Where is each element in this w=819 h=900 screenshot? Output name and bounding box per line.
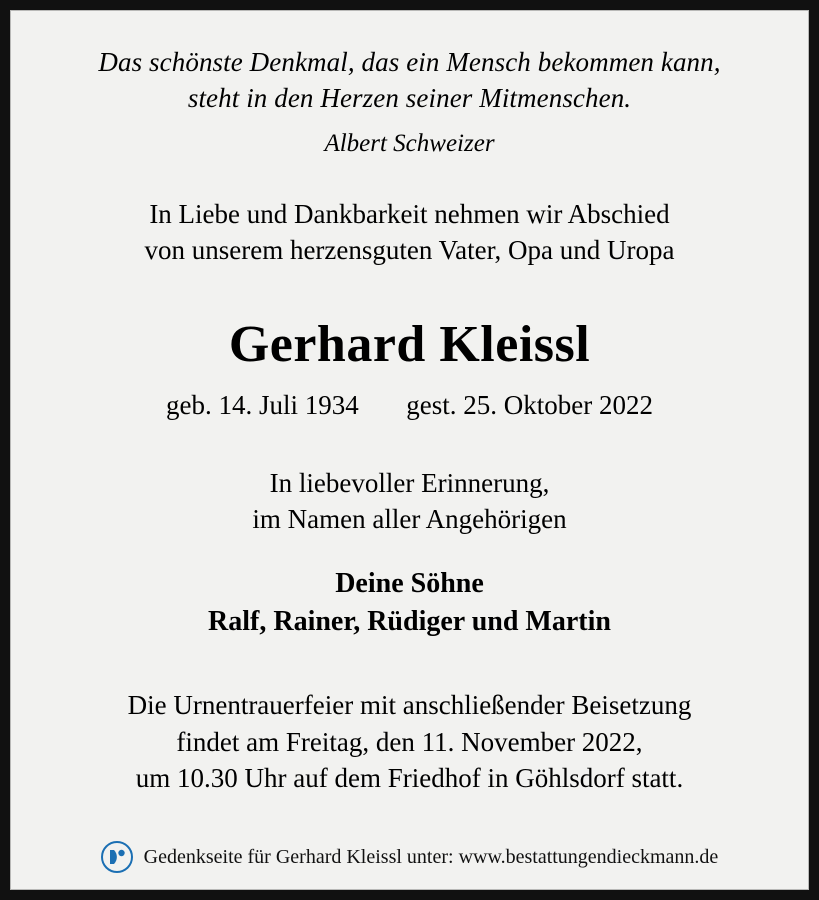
ceremony-line-3: um 10.30 Uhr auf dem Friedhof in Göhlsdorf statt. bbox=[135, 762, 684, 793]
life-dates bbox=[166, 390, 653, 421]
death-date: gest. 25. Oktober 2022 bbox=[406, 389, 653, 420]
memorial-page-icon bbox=[101, 841, 133, 873]
quote-author: Albert Schweizer bbox=[324, 130, 495, 158]
intro-line-1: In Liebe und Dankbarkeit nehmen wir Abschied bbox=[149, 199, 670, 230]
ceremony-block bbox=[128, 687, 692, 796]
family-line-1: Deine Söhne bbox=[335, 567, 484, 599]
memorial-page-footer[interactable] bbox=[101, 841, 719, 879]
ceremony-line-2: findet am Freitag, den 11. November 2022, bbox=[176, 726, 643, 757]
quote-line-2: steht in den Herzen seiner Mitmenschen. bbox=[187, 82, 632, 113]
memory-line-2: im Namen aller Angehörigen bbox=[252, 503, 567, 534]
intro-line-2: von unserem herzensguten Vater, Opa und Uropa bbox=[144, 235, 675, 266]
memorial-page-link[interactable]: Gedenkseite für Gerhard Kleissl unter: www.bestattungendieckmann.de bbox=[143, 845, 719, 868]
family-block bbox=[208, 565, 611, 641]
ceremony-line-1: Die Urnentrauerfeier mit anschließender Beisetzung bbox=[127, 690, 692, 721]
memory-block bbox=[252, 465, 566, 537]
birth-date: geb. 14. Juli 1934 bbox=[166, 389, 359, 420]
deceased-name: Gerhard Kleissl bbox=[228, 315, 591, 373]
quote-line-1: Das schönste Denkmal, das ein Mensch bekommen kann, bbox=[98, 47, 721, 77]
memory-line-1: In liebevoller Erinnerung, bbox=[269, 467, 550, 498]
family-line-2: Ralf, Rainer, Rüdiger und Martin bbox=[208, 606, 611, 638]
quote-block bbox=[98, 45, 720, 116]
obituary-card bbox=[10, 10, 809, 890]
intro-block bbox=[144, 196, 674, 268]
